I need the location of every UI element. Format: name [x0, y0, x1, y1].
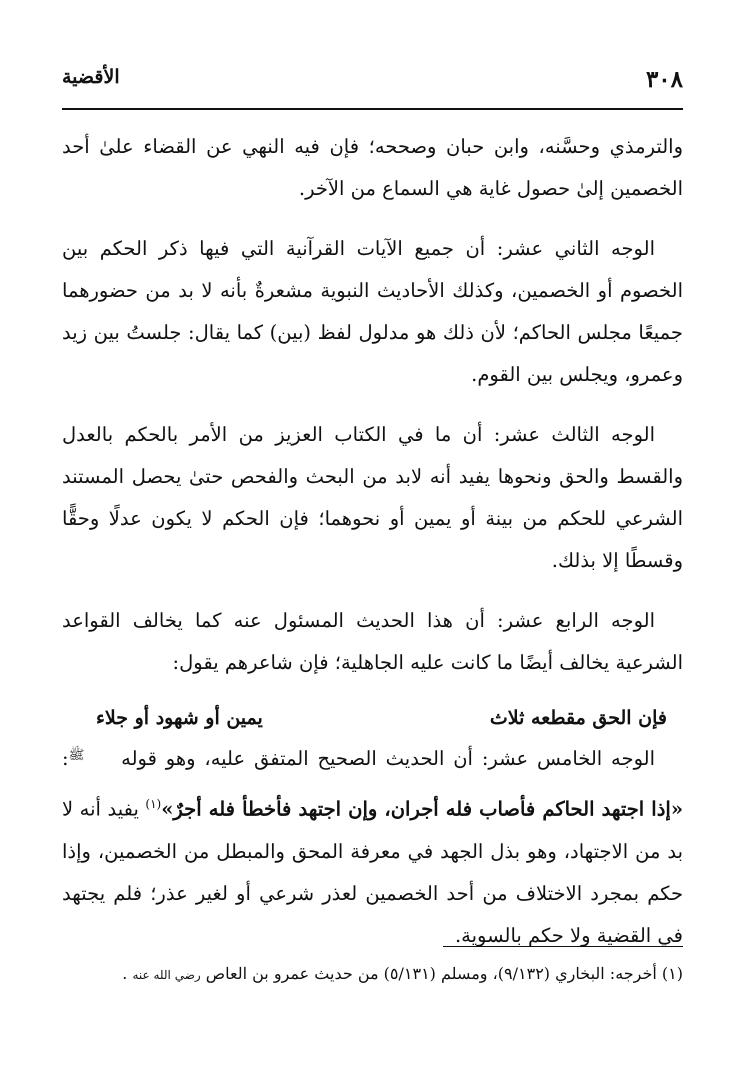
footnote-divider — [443, 946, 683, 947]
page-number: ٣٠٨ — [645, 66, 683, 93]
footnote-end: . — [122, 964, 128, 983]
footnotes — [62, 958, 683, 991]
hadith-quote: «إذا اجتهد الحاكم فأصاب فله أجران، وإن اجتهد فأخطأ فله أجرٌ» — [161, 797, 684, 821]
paragraph-fifteenth-aspect — [62, 738, 683, 957]
fifteenth-rest: يفيد أنه لا بد من الاجتهاد، وهو بذل الجهد في معرفة المحق والمبطل من الخصمين، وإذا حكم بمجرد الاختلاف من أحد الخصمين لعذر شرعي أو لغير عذر؛ فلم يجتهد في القضية ولا حكم بالسوية. — [62, 797, 683, 947]
paragraph-fourteenth-aspect: الوجه الرابع عشر: أن هذا الحديث المسئول عنه كما يخالف القواعد الشرعية يخالف أيضًا ما كانت عليه الجاهلية؛ فإن شاعرهم يقول: — [62, 609, 683, 674]
header-divider — [62, 108, 683, 110]
footnote-reference[interactable]: (١) — [145, 797, 162, 811]
page-header — [62, 62, 683, 102]
radiallahu-honorific: رضي الله عنه — [132, 968, 201, 982]
verse-second-hemistich: يمين أو شهود أو جلاء — [96, 707, 263, 729]
fifteenth-colon: : — [62, 747, 69, 770]
footnote-text: (١) أخرجه: البخاري (٩/١٣٢)، ومسلم (٥/١٣١) من حديث عمرو بن العاص — [205, 964, 683, 983]
paragraph-continuation: والترمذي وحسَّنه، وابن حبان وصححه؛ فإن فيه النهي عن القضاء علىٰ أحد الخصمين إلىٰ حصول غاية هي السماع من الآخر. — [62, 135, 683, 200]
footnote-item — [62, 958, 683, 991]
salawat-honorific: ﷺ — [68, 748, 85, 763]
running-title: الأقضية — [62, 66, 120, 88]
paragraph-twelfth-aspect: الوجه الثاني عشر: أن جميع الآيات القرآنية التي فيها ذكر الحكم بين الخصوم أو الخصمين، وكذلك الأحاديث النبوية مشعرةٌ بأنه لا بد من حضورهما جميعًا مجلس الحاكم؛ لأن ذلك هو مدلول لفظ (بين) كما يقال: جلستُ بين زيد وعمرو، ويجلس بين القوم. — [62, 237, 683, 386]
poetry-verse — [62, 698, 683, 738]
paragraph-thirteenth-aspect: الوجه الثالث عشر: أن ما في الكتاب العزيز من الأمر بالحكم بالعدل والقسط والحق ونحوها يفيد أنه لابد من البحث والفحص حتىٰ يحصل المستند الشرعي للحكم من بينة أو يمين أو نحوهما؛ فإن الحكم لا يكون عدلًا وحقًّا وقسطًا إلا بذلك. — [62, 423, 683, 572]
verse-first-hemistich: فإن الحق مقطعه ثلاث — [489, 707, 667, 729]
fifteenth-intro: الوجه الخامس عشر: أن الحديث الصحيح المتفق عليه، وهو قوله — [121, 747, 656, 770]
main-text — [62, 126, 683, 975]
